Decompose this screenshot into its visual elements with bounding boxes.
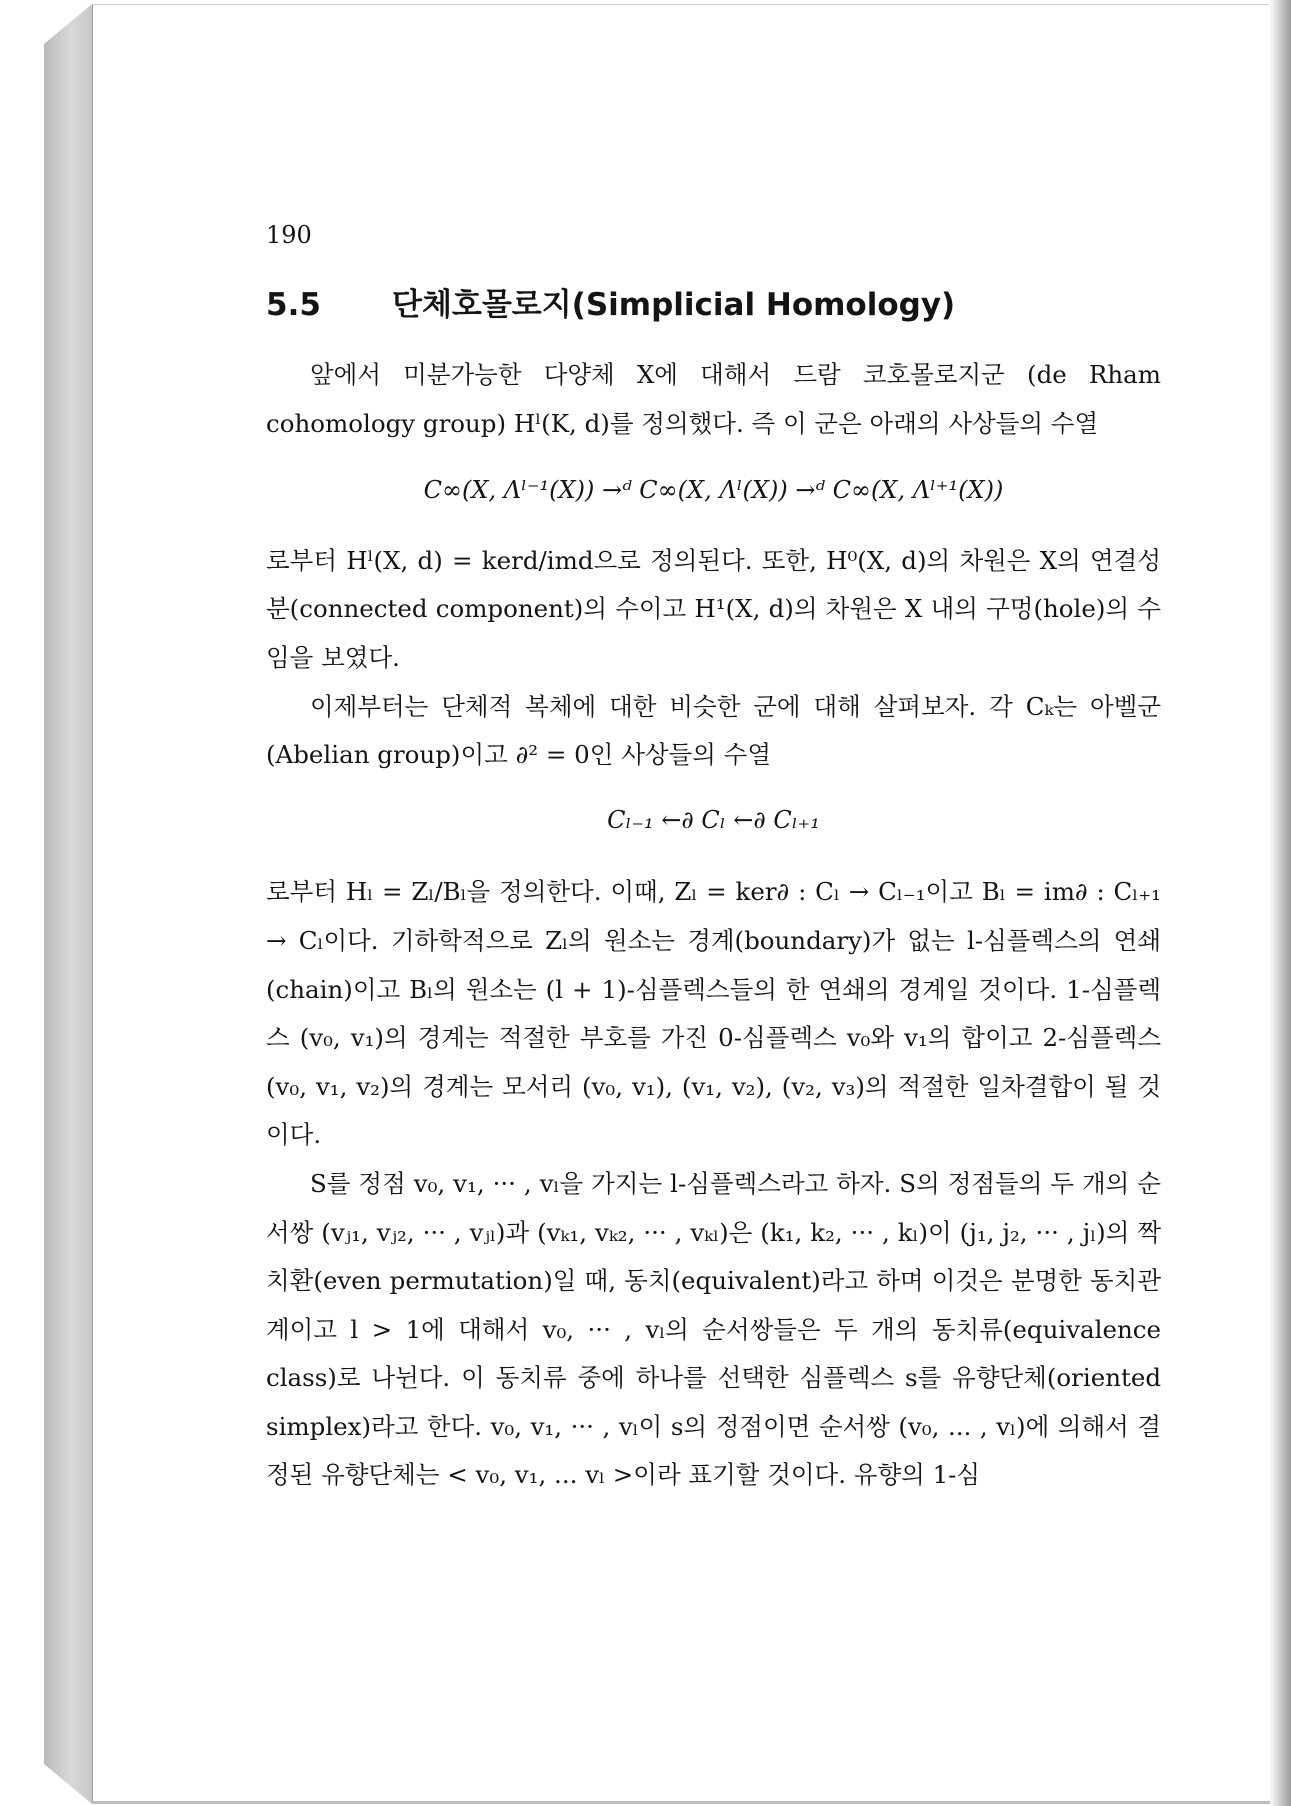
- equation-de-rham-sequence: C∞(X, Λˡ⁻¹(X)) →ᵈ C∞(X, Λˡ(X)) →ᵈ C∞(X, Λˡ⁺¹(X)): [423, 476, 1004, 505]
- section-title: 단체호몰로지(Simplicial Homology): [392, 287, 956, 323]
- equation-boundary-sequence: Cₗ₋₁ ←∂ Cₗ ←∂ Cₗ₊₁: [607, 805, 820, 834]
- page-content: [266, 215, 1161, 1500]
- page-number: 190: [266, 221, 312, 249]
- paragraph-homology-definition: 로부터 Hₗ = Zₗ/Bₗ을 정의한다. 이때, Zₗ = ker∂ : Cₗ → Cₗ₋₁이고 Bₗ = im∂ : Cₗ₊₁ → Cₗ이다. 기하학적으로 Zₗ의 원소는 경계(boundary)가 없는 l-심플렉스의 연쇄(chain)이고 Bₗ의 원소는 (l + 1)-심플렉스들의 한 연쇄의 경계일 것이다. 1-심플렉스 (v₀, v₁)의 경계는 적절한 부호를 가진 0-심플렉스 v₀와 v₁의 합이고 2-심플렉스 (v₀, v₁, v₂)의 경계는 모서리 (v₀, v₁), (v₁, v₂), (v₂, v₃)의 적절한 일차결합이 될 것이다.: [266, 877, 1161, 1150]
- book-spine: [44, 4, 92, 1804]
- page-bottom-edge: [92, 1801, 1270, 1804]
- paragraph-intro: 앞에서 미분가능한 다양체 X에 대해서 드람 코호몰로지군 (de Rham cohomology group) Hˡ(K, d)를 정의했다. 즉 이 군은 아래의 사상들의 수열: [266, 360, 1161, 438]
- paragraph-de-rham-definition: 로부터 Hˡ(X, d) = kerd/imd으로 정의된다. 또한, H⁰(X, d)의 차원은 X의 연결성분(connected component)의 수이고 H¹(X, d)의 차원은 X 내의 구멍(hole)의 수임을 보였다.: [266, 545, 1161, 672]
- section-heading: [266, 283, 1161, 327]
- paragraph-simplicial-intro: 이제부터는 단체적 복체에 대한 비슷한 군에 대해 살펴보자. 각 Cₖ는 아벨군(Abelian group)이고 ∂² = 0인 사상들의 수열: [266, 691, 1161, 770]
- section-number: 5.5: [266, 287, 321, 323]
- paragraph-oriented-simplex: S를 정점 v₀, v₁, ··· , vₗ을 가지는 l-심플렉스라고 하자. S의 정점들의 두 개의 순서쌍 (vⱼ₁, vⱼ₂, ··· , vⱼₗ)과 (vₖ₁, vₖ₂, ··· , vₖₗ)은 (k₁, k₂, ··· , kₗ)이 (j₁, j₂, ··· , jₗ)의 짝치환(even permutation)일 때, 동치(equivalent)라고 하며 이것은 분명한 동치관계이고 l > 1에 대해서 v₀, ··· , vₗ의 순서쌍들은 두 개의 동치류(equivalence class)로 나뉜다. 이 동치류 중에 하나를 선택한 심플렉스 s를 유향단체(oriented simplex)라고 한다. v₀, v₁, ··· , vₗ이 s의 정점이면 순서쌍 (v₀, ... , vₗ)에 의해서 결정된 유향단체는 < v₀, v₁, ... vₗ >이라 표기할 것이다. 유향의 1-심: [266, 1168, 1161, 1490]
- page-edge-shadow: [1269, 0, 1291, 1806]
